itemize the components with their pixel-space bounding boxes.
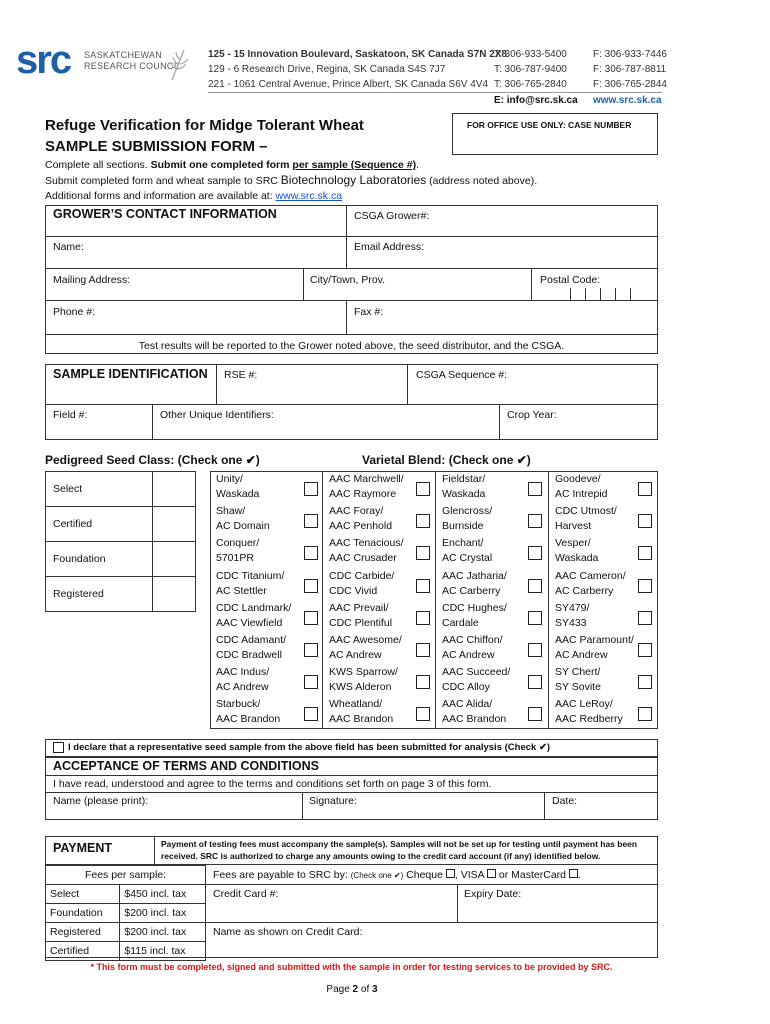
varietal-option-line: 5701PR	[216, 552, 254, 564]
terms-v2	[544, 792, 545, 820]
seed-class-registered: Registered	[53, 588, 104, 600]
varietal-option	[216, 536, 259, 566]
varietal-option-line: AAC Alida/	[442, 698, 493, 710]
varietal-option-line: CDC Landmark/	[216, 602, 292, 614]
varietal-option-line: AAC Chiffon/	[442, 634, 503, 646]
fax-2: F: 306-787-8811	[593, 64, 667, 75]
varietal-option	[442, 601, 507, 631]
intro-line1-b: Submit one completed form	[150, 159, 293, 171]
varietal-option-line: AAC Cameron/	[555, 570, 626, 582]
payment-h3	[206, 922, 658, 923]
phone-1: T: 306-933-5400	[494, 49, 567, 60]
varietal-checkbox[interactable]	[416, 482, 430, 496]
seed-class-checkbox-select[interactable]	[153, 472, 195, 506]
phone-3: T: 306-765-2840	[494, 79, 567, 90]
varietal-checkbox[interactable]	[528, 611, 542, 625]
varietal-option-line: AAC LeRoy/	[555, 698, 613, 710]
fee-row	[46, 904, 206, 923]
varietal-option	[555, 569, 626, 599]
varietal-checkbox[interactable]	[638, 707, 652, 721]
signature-field[interactable]: Signature:	[309, 795, 357, 807]
fees-table	[45, 865, 206, 961]
letterhead	[0, 0, 770, 110]
varietal-option-line: AAC Succeed/	[442, 666, 511, 678]
seed-class-select: Select	[53, 483, 83, 495]
varietal-option-line: AC Crystal	[442, 552, 493, 564]
fee-row	[46, 942, 206, 961]
varietal-option-line: AAC Paramount/	[555, 634, 634, 646]
phone-field[interactable]: Phone #:	[53, 306, 96, 318]
form-title	[45, 115, 364, 157]
sample-h1	[45, 404, 658, 405]
print-name-field[interactable]: Name (please print):	[53, 795, 149, 807]
grower-email-field[interactable]: Email Address:	[354, 241, 425, 253]
varietal-blend-heading: Varietal Blend: (Check one ✔)	[362, 453, 531, 467]
results-reporting-note: Test results will be reported to the Grower noted above, the seed distributor, and the CSGA.	[138, 340, 565, 352]
varietal-option-line: AC Andrew	[216, 681, 269, 693]
city-prov-field[interactable]: City/Town, Prov.	[310, 274, 386, 286]
varietal-option-line: Goodeve/	[555, 473, 601, 485]
varietal-checkbox[interactable]	[638, 514, 652, 528]
varietal-option-line: Burnside	[442, 520, 484, 532]
varietal-option-line: CDC Titanium/	[216, 570, 285, 582]
varietal-option-line: AC Intrepid	[555, 488, 608, 500]
address-saskatoon: 125 - 15 Innovation Boulevard, Saskatoon, SK Canada S7N 2X8	[208, 49, 507, 60]
seed-class-certified: Certified	[53, 518, 93, 530]
seed-class-foundation: Foundation	[53, 553, 106, 565]
address-block	[208, 47, 507, 92]
varietal-option-line: Glencross/	[442, 505, 493, 517]
grower-h2	[45, 268, 658, 269]
grower-v2	[346, 300, 347, 334]
varietal-option	[442, 536, 492, 566]
varietal-checkbox[interactable]	[304, 514, 318, 528]
varietal-option-line: Enchant/	[442, 537, 484, 549]
logo-wordmark: src	[16, 38, 71, 82]
intro-line1-c: per sample (Sequence #)	[292, 159, 417, 171]
other-identifiers-field[interactable]: Other Unique Identifiers:	[160, 409, 274, 421]
fax-3: F: 306-765-2844	[593, 79, 667, 90]
varietal-checkbox[interactable]	[528, 546, 542, 560]
varietal-option	[329, 536, 404, 566]
fax-block	[593, 47, 667, 92]
varietal-checkbox[interactable]	[304, 482, 318, 496]
postal-cell-divider	[615, 288, 616, 300]
fee-amount: $200 incl. tax	[120, 904, 206, 923]
varietal-option-line: Starbuck/	[216, 698, 261, 710]
credit-card-field[interactable]: Credit Card #:	[213, 888, 279, 900]
fee-amount: $200 incl. tax	[120, 923, 206, 942]
varietal-option-line: Cardale	[442, 617, 479, 629]
completion-warning: * This form must be completed, signed and submitted with the sample in order for testing services to be provided by SRC.	[90, 962, 613, 972]
varietal-option-line: Waskada	[442, 488, 486, 500]
varietal-checkbox[interactable]	[416, 611, 430, 625]
payment-note: Payment of testing fees must accompany the sample(s). Samples will not be set up for testing until payment has been received. SRC is authorized to charge any amounts owing to the credit card account (if any) identified below.	[161, 839, 638, 861]
crop-year-field[interactable]: Crop Year:	[507, 409, 557, 421]
varietal-checkbox[interactable]	[528, 514, 542, 528]
varietal-option	[216, 633, 286, 663]
seed-class-checkbox-foundation[interactable]	[153, 542, 195, 576]
grower-v4	[531, 268, 532, 300]
varietal-col-divider	[435, 471, 436, 729]
name-on-card-field[interactable]: Name as shown on Credit Card:	[213, 926, 363, 938]
varietal-option-line: Waskada	[216, 488, 260, 500]
fee-class: Certified	[46, 942, 120, 961]
payment-h2	[206, 884, 658, 885]
expiry-date-field[interactable]: Expiry Date:	[464, 888, 522, 900]
declaration-text: I declare that a representative seed sample from the above field has been submitted for analysis (Check ✔)	[68, 742, 551, 753]
varietal-option-line: AAC Brandon	[216, 713, 281, 725]
varietal-checkbox[interactable]	[304, 675, 318, 689]
address-regina: 129 - 6 Research Drive, Regina, SK Canada S4S 7J7	[208, 64, 446, 75]
mailing-address-field[interactable]: Mailing Address:	[53, 274, 131, 286]
intro-line2-b: Biotechnology Laboratories	[280, 173, 427, 187]
varietal-option	[329, 504, 392, 534]
varietal-option-line: Vesper/	[555, 537, 591, 549]
terms-text: I have read, understood and agree to the terms and conditions set forth on page 3 of this form.	[53, 778, 492, 790]
varietal-option-line: SY Sovite	[555, 681, 601, 693]
varietal-option	[216, 472, 259, 502]
varietal-option-line: SY433	[555, 617, 587, 629]
payment-method-line	[213, 869, 581, 881]
varietal-checkbox[interactable]	[304, 707, 318, 721]
varietal-option-line: Waskada	[555, 552, 599, 564]
fees-title: Fees per sample:	[46, 866, 206, 885]
varietal-option-line: CDC Hughes/	[442, 602, 507, 614]
varietal-option-line: AAC Viewfield	[216, 617, 283, 629]
varietal-checkbox[interactable]	[416, 579, 430, 593]
varietal-checkbox[interactable]	[638, 482, 652, 496]
postal-cell-divider	[630, 288, 631, 300]
varietal-option	[329, 569, 394, 599]
varietal-option-line: AC Domain	[216, 520, 270, 532]
page-number	[0, 984, 704, 995]
fee-class: Foundation	[46, 904, 120, 923]
seed-class-checkbox-registered[interactable]	[153, 577, 195, 611]
varietal-checkbox[interactable]	[528, 643, 542, 657]
varietal-option-line: AC Carberry	[555, 585, 614, 597]
varietal-option-line: Fieldstar/	[442, 473, 486, 485]
form-title-line1: Refuge Verification for Midge Tolerant Wheat	[45, 117, 364, 134]
cheque-label: Cheque	[403, 869, 446, 881]
varietal-option-line: AAC Brandon	[329, 713, 394, 725]
varietal-checkbox[interactable]	[304, 643, 318, 657]
varietal-option	[442, 569, 507, 599]
sample-heading: SAMPLE IDENTIFICATION	[53, 367, 208, 381]
postal-cell-divider	[585, 288, 586, 300]
intro-line1	[45, 158, 537, 173]
mastercard-checkbox[interactable]	[569, 869, 578, 878]
varietal-option-line: AC Carberry	[442, 585, 501, 597]
intro-line3-a: Additional forms and information are available at:	[45, 190, 276, 202]
varietal-option-line: AAC Raymore	[329, 488, 397, 500]
varietal-option-line: AAC Crusader	[329, 552, 397, 564]
sample-v2	[407, 364, 408, 404]
varietal-option	[442, 504, 492, 534]
intro-line2-a: Submit completed form and wheat sample to SRC	[45, 175, 281, 187]
varietal-checkbox[interactable]	[304, 579, 318, 593]
cheque-checkbox[interactable]	[446, 869, 455, 878]
rse-field[interactable]: RSE #:	[224, 369, 258, 381]
varietal-option	[555, 536, 598, 566]
varietal-checkbox[interactable]	[528, 707, 542, 721]
varietal-option	[442, 472, 485, 502]
varietal-option-line: AAC Awesome/	[329, 634, 402, 646]
src-logo	[16, 40, 86, 84]
varietal-option	[555, 504, 617, 534]
varietal-option	[442, 633, 503, 663]
phone-block	[494, 47, 567, 92]
fees-title-row	[46, 866, 206, 885]
postal-cell-divider	[570, 288, 571, 300]
varietal-option	[329, 633, 402, 663]
payable-text: Fees are payable to SRC by:	[213, 869, 351, 881]
varietal-option-line: Unity/	[216, 473, 243, 485]
varietal-option-line: Wheatland/	[329, 698, 383, 710]
terms-v1	[302, 792, 303, 820]
page-label: Page	[326, 984, 353, 995]
varietal-option-line: AAC Redberry	[555, 713, 623, 725]
varietal-option	[216, 697, 280, 727]
varietal-option-line: AC Stettler	[216, 585, 267, 597]
intro-line2	[45, 173, 537, 189]
grower-h3	[45, 300, 658, 301]
intro-line1-d: .	[416, 159, 420, 171]
csga-grower-field[interactable]: CSGA Grower#:	[354, 210, 430, 222]
varietal-option-line: KWS Sparrow/	[329, 666, 398, 678]
seed-class-checkbox-certified[interactable]	[153, 507, 195, 541]
header-website[interactable]: www.src.sk.ca	[593, 95, 662, 106]
page-total: 3	[372, 984, 378, 995]
varietal-option	[329, 472, 404, 502]
grower-v3	[303, 268, 304, 300]
varietal-col-divider	[322, 471, 323, 729]
varietal-checkbox[interactable]	[528, 579, 542, 593]
office-use-box[interactable]	[452, 113, 658, 155]
varietal-option-line: Harvest	[555, 520, 592, 532]
varietal-option	[555, 601, 589, 631]
varietal-option-line: Shaw/	[216, 505, 246, 517]
varietal-option	[555, 665, 601, 695]
varietal-option	[216, 601, 291, 631]
fax-1: F: 306-933-7446	[593, 49, 667, 60]
varietal-option	[329, 665, 398, 695]
varietal-option-line: CDC Alloy	[442, 681, 490, 693]
varietal-option	[555, 633, 634, 663]
varietal-option-line: AAC Brandon	[442, 713, 507, 725]
payable-check-hint: (Check one ✔)	[350, 871, 404, 880]
org-name-line1: SASKATCHEWAN	[84, 50, 163, 60]
org-name-line2: RESEARCH COUNCIL	[84, 61, 182, 71]
intro-line2-c: (address noted above).	[426, 175, 538, 187]
varietal-option-line: KWS Alderon	[329, 681, 392, 693]
payment-v1	[457, 884, 458, 922]
fee-row	[46, 885, 206, 904]
varietal-checkbox[interactable]	[416, 707, 430, 721]
varietal-col-divider	[548, 471, 549, 729]
payable-period: .	[577, 869, 581, 881]
varietal-option	[442, 665, 510, 695]
fee-class: Select	[46, 885, 120, 904]
varietal-option-line: CDC Bradwell	[216, 649, 282, 661]
intro-line1-a: Complete all sections.	[45, 159, 151, 171]
fee-amount: $450 incl. tax	[120, 885, 206, 904]
varietal-checkbox[interactable]	[416, 643, 430, 657]
varietal-checkbox[interactable]	[638, 579, 652, 593]
varietal-checkbox[interactable]	[416, 514, 430, 528]
varietal-option-line: CDC Plentiful	[329, 617, 393, 629]
varietal-checkbox[interactable]	[416, 546, 430, 560]
varietal-option	[442, 697, 506, 727]
varietal-option-line: AAC Tenacious/	[329, 537, 404, 549]
postal-code-field[interactable]: Postal Code:	[540, 274, 601, 286]
sample-v4	[499, 404, 500, 440]
sample-v1	[216, 364, 217, 404]
varietal-option	[216, 504, 270, 534]
payment-heading-divider	[154, 836, 155, 864]
intro-text	[45, 158, 537, 204]
grower-name-field[interactable]: Name:	[53, 241, 84, 253]
varietal-option	[216, 665, 269, 695]
phone-2: T: 306-787-9400	[494, 64, 567, 75]
postal-cell-divider	[600, 288, 601, 300]
varietal-option-line: AC Andrew	[329, 649, 382, 661]
varietal-option-line: AAC Marchwell/	[329, 473, 404, 485]
varietal-option-line: SY479/	[555, 602, 590, 614]
varietal-checkbox[interactable]	[638, 643, 652, 657]
seed-class-heading: Pedigreed Seed Class: (Check one ✔)	[45, 453, 260, 467]
varietal-option-line: Conquer/	[216, 537, 260, 549]
date-field[interactable]: Date:	[552, 795, 578, 807]
grower-heading: GROWER’S CONTACT INFORMATION	[53, 207, 277, 221]
visa-checkbox[interactable]	[487, 869, 496, 878]
declaration-checkbox[interactable]	[53, 742, 64, 753]
varietal-option-line: AAC Penhold	[329, 520, 393, 532]
grower-h1	[45, 236, 658, 237]
varietal-checkbox[interactable]	[638, 675, 652, 689]
varietal-option-line: CDC Vivid	[329, 585, 378, 597]
payment-heading: PAYMENT	[53, 841, 113, 855]
varietal-option-line: CDC Carbide/	[329, 570, 395, 582]
varietal-option-line: AAC Foray/	[329, 505, 384, 517]
mastercard-label: or MasterCard	[495, 869, 569, 881]
varietal-option-line: AAC Indus/	[216, 666, 270, 678]
terms-h1	[45, 775, 658, 776]
fee-row	[46, 923, 206, 942]
varietal-option-line: AC Andrew	[555, 649, 608, 661]
varietal-checkbox[interactable]	[304, 546, 318, 560]
varietal-option	[329, 697, 393, 727]
wheat-icon	[168, 46, 190, 82]
page-current: 2	[352, 984, 359, 995]
varietal-option	[555, 697, 623, 727]
grower-h4	[45, 334, 658, 335]
office-use-label: FOR OFFICE USE ONLY: CASE NUMBER	[467, 120, 632, 130]
form-title-line2: SAMPLE SUBMISSION FORM –	[45, 138, 268, 155]
sample-v3	[152, 404, 153, 440]
terms-h2	[45, 792, 658, 793]
forms-link[interactable]: www.src.sk.ca	[275, 190, 343, 202]
header-email[interactable]: E: info@src.sk.ca	[494, 95, 578, 106]
address-prince-albert: 221 - 1061 Central Avenue, Prince Albert, SK Canada S6V 4V4	[208, 79, 488, 90]
varietal-checkbox[interactable]	[638, 546, 652, 560]
varietal-option	[555, 472, 608, 502]
varietal-option-line: AC Andrew	[442, 649, 495, 661]
varietal-checkbox[interactable]	[416, 675, 430, 689]
terms-heading: ACCEPTANCE OF TERMS AND CONDITIONS	[53, 759, 319, 773]
csga-sequence-field[interactable]: CSGA Sequence #:	[416, 369, 508, 381]
varietal-option-line: SY Chert/	[555, 666, 601, 678]
varietal-option	[329, 601, 392, 631]
varietal-option-line: CDC Adamant/	[216, 634, 287, 646]
varietal-option	[216, 569, 284, 599]
varietal-checkbox[interactable]	[304, 611, 318, 625]
fee-class: Registered	[46, 923, 120, 942]
varietal-option-line: AAC Prevail/	[329, 602, 389, 614]
varietal-checkbox[interactable]	[638, 611, 652, 625]
varietal-checkbox[interactable]	[528, 482, 542, 496]
varietal-option-line: CDC Utmost/	[555, 505, 617, 517]
fee-amount: $115 incl. tax	[120, 942, 206, 961]
fax-field[interactable]: Fax #:	[354, 306, 384, 318]
grower-v1	[346, 205, 347, 268]
visa-label: , VISA	[454, 869, 487, 881]
field-number-field[interactable]: Field #:	[53, 409, 88, 421]
intro-line3	[45, 189, 537, 204]
varietal-checkbox[interactable]	[528, 675, 542, 689]
varietal-option-line: AAC Jatharia/	[442, 570, 507, 582]
page-of: of	[358, 984, 373, 995]
